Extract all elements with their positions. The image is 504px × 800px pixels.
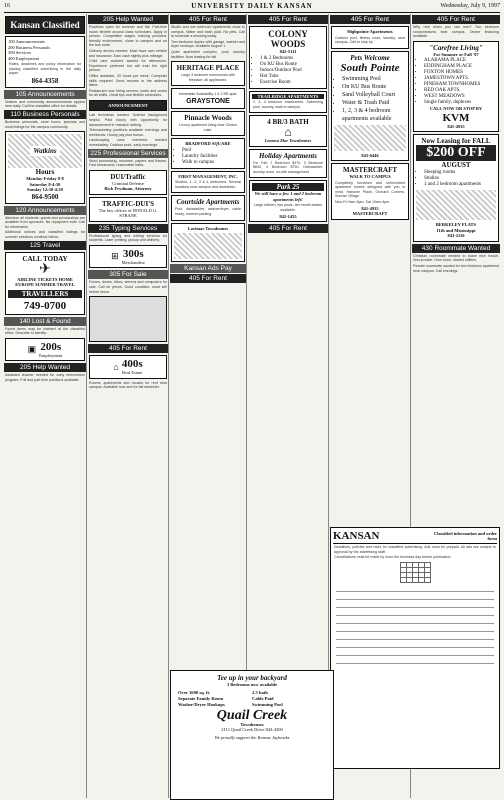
merchandise-number: 300s — [122, 247, 144, 260]
lorimar-ad — [171, 223, 245, 263]
form-subtitle: Classified information and order form — [433, 530, 497, 541]
section-header: 405 For Rent — [170, 274, 246, 283]
amenity-item: • Swimming Pool — [342, 75, 406, 83]
berkeley-address: 11th and Mississippi — [436, 227, 476, 233]
house-icon: ⌂ — [284, 125, 292, 140]
form-field[interactable] — [336, 609, 494, 616]
form-field[interactable] — [336, 641, 494, 648]
hours-title: Hours — [35, 168, 55, 177]
graystone-ad: Immediate Availability 1 & 2 BR apts. GRAYSTONE — [171, 88, 245, 109]
quail-feature: Separate Family Room — [178, 695, 224, 701]
kvm-logo: KVM — [442, 111, 470, 124]
trailridge-ad: TRAILRIDGE APARTMENTS 2, 3, 4 bedroom townhomes. Swimming pool, laundry, walk to campus. — [249, 91, 327, 114]
section-header: 205 Help Wanted — [88, 15, 168, 24]
travel-ad — [5, 252, 85, 315]
travellers-logo: TRAVELLERS — [8, 290, 82, 298]
leanna-title: Leanna Mar Townhomes — [264, 138, 312, 144]
amenity-item: • Water & Trash Paid — [342, 99, 406, 107]
quail-feature: 2.5 bath — [252, 689, 268, 695]
heritage-title: HERITAGE PLACE — [176, 64, 240, 73]
form-field[interactable] — [336, 657, 494, 664]
quail-feature: Washer/Dryer Hookups — [178, 701, 225, 707]
highpointe-ad: Highpointe Apartments Outdoor pool, fitness room, laundry, near campus. Call or stop by. — [331, 26, 409, 49]
europe-travel: EUROPE SUMMER TRAVEL — [15, 282, 75, 288]
colony-title: COLONY WOODS — [268, 29, 308, 49]
call-now: CALL NOW OR STOP BY — [429, 106, 483, 112]
now-leasing: Now Leasing for FALL — [421, 137, 491, 146]
pinnacle-title: Pinnacle Woods — [184, 113, 232, 122]
quail-logo: Quail Creek — [216, 707, 288, 723]
classified-banner — [5, 16, 85, 34]
southpointe-phone: 843-6446 — [361, 152, 379, 158]
feature-item: • Indoor/Outdoor Pool — [260, 68, 324, 74]
announcement-box — [89, 100, 167, 112]
carefree-title: "Carefree Living" — [429, 43, 483, 52]
park25-logo: Park 25 — [252, 183, 324, 191]
section-header: 305 For Sale — [88, 270, 168, 279]
index-item: 200 Business Personals — [8, 44, 51, 50]
section-header: 405 For Rent — [170, 15, 246, 24]
column-2: 205 Help Wanted Positions open for summer and fall. Part-time hours flexible around class schedules. Apply in person. Competitive wages, training provided, friendly environment, close to campus and on the bus route. Delivery drivers needed. Must have own vehicle and insurance. Earn cash nightly plus mileage. Child care workers wanted for afternoons. Experience preferred but will train the right person. Office assistant, 20 hours per week. Computer skills required. Send resume to the address listed. Restaurant now hiring servers, hosts and cooks for all shifts. Great tips and flexible schedules. ANNOUNCEMENT Lab technician wanted. Science background helpful. Paid hourly with opportunity for advancement in research setting. Telemarketing positions available evenings and weekends. Hourly pay plus bonus. Landscaping crew members needed immediately. Outdoor work, early mornings. 225 Professional Services Word processing, resumes, papers and theses. Fast turnaround, reasonable rates. DUI/Traffic Criminal Defense Rick Frydman, Attorney TRAFFIC-DUI'S The law offices of DONALD G. STRANE 235 Typing Services Professional typing and editing services for students. Laser printing, pickup and delivery. ⊞ 300s Merchandise 305 For Sale Futons, desks, bikes, stereos and computers for sale. Call for prices. Good condition, must sell before move. 405 For Rent ⌂ 400s Real Estate Rooms, apartments and houses for rent near campus. Available now and for fall semester. — [88, 14, 169, 798]
discount: $200 OFF — [416, 145, 496, 161]
park25-headline: We still have a few 1 and 2 bedroom apartments left! — [254, 191, 322, 202]
publication-title: UNIVERSITY DAILY KANSAN — [191, 2, 313, 10]
carefree-subtitle: For Summer or Fall '97 — [433, 51, 479, 57]
realestate-section-box — [89, 355, 167, 379]
quail-address: 2111 Quail Creek Drive 843-4300 — [221, 727, 283, 732]
feature-item: • 1 & 2 Bedrooms — [260, 56, 324, 62]
page-number: 16 — [4, 3, 10, 9]
tee-subtitle: 3 Bedrooms now available — [226, 682, 278, 687]
park25-phone: 842-1455 — [279, 213, 297, 219]
southpointe-logo: South Pointe — [340, 61, 400, 74]
kvm-phone: 841-4935 — [447, 123, 465, 129]
store-phone: 864-9500 — [31, 192, 59, 201]
august: AUGUST — [441, 161, 471, 170]
form-field[interactable] — [336, 625, 494, 632]
graystone-title: GRAYSTONE — [186, 97, 230, 105]
column-1: Kansan Classified 100 Announcements 200 Business Personals 300 Services 400 Employment Rates, deadlines and policy information for placing classified advertising in the daily paper. 864-4358 105 Announcements Notices and community announcements appear here daily. Call the classified office for details. 110 Business Personals Business personals, store hours, specials and local listings for the campus community. Watkins Hours Monday-Friday 8-8 Saturday 8-4:30 Sunday 12:30-4:30 864-9500 120 Announcements Attention all students: grants and scholarships are available from sponsors. No repayment ever. Call for information. Additional notices and classified listings for summer sessions continue below. 125 Travel CALL TODAY ✈ AIRLINE TICKETS HOME EUROPE SUMMER TRAVEL TRAVELLERS 749-0700 140 Lost & Found Found items may be claimed at the classified office. Describe to identify. ▣ 200s Employment 205 Help Wanted Assistant teacher needed for early intervention program. Full and part time positions available. — [4, 14, 87, 798]
form-field[interactable] — [336, 617, 494, 624]
feature-item: • Hot Tubs — [260, 74, 324, 80]
amenity-item: • Sand Volleyball Court — [342, 91, 406, 99]
form-field[interactable] — [336, 633, 494, 640]
form-field[interactable] — [336, 585, 494, 592]
property-item: • FOXTON HOMES — [424, 70, 496, 76]
airplane-icon: ✈ — [39, 261, 51, 277]
kvm-ad — [413, 41, 499, 133]
four-br-ad — [249, 115, 327, 147]
first-management-title: FIRST MANAGEMENT, INC. — [178, 173, 238, 179]
employment-number: 200s — [40, 340, 62, 353]
index-item: 300 Services — [8, 50, 32, 55]
property-item: • EDDINGHAM PLACE — [424, 64, 496, 70]
holiday-title: Holiday Apartments — [259, 151, 317, 160]
property-item: • RED OAK APTS. — [424, 88, 496, 94]
section-header: 225 Professional Services — [88, 149, 168, 158]
quail-feature: Over 1600 sq. ft. — [178, 689, 211, 695]
property-item: • Single family, duplexes — [424, 100, 496, 106]
amenity-item: • 1, 2, 3 & 4 bedroom apartments available — [342, 107, 406, 123]
form-field[interactable] — [336, 649, 494, 656]
rate-table — [400, 562, 431, 583]
property-item: • PINEHAM TOWNHOMES — [424, 82, 496, 88]
feature-item: • Exercise Room — [260, 80, 324, 86]
walk-to-campus: WALK TO CAMPUS — [349, 174, 391, 180]
classified-title: Kansan Classified — [10, 20, 80, 30]
hours-line: Sunday 12:30-4:30 — [27, 187, 63, 193]
first-management-ad: FIRST MANAGEMENT, INC. Studios, 1, 2, 3 & 4 bedrooms. Several locations near campus and downtown. — [171, 171, 245, 194]
traffic-title: TRAFFIC-DUI'S — [101, 199, 155, 208]
section-header: 235 Typing Services — [88, 224, 168, 233]
section-header: 405 For Rent — [412, 15, 500, 24]
call-today: CALL TODAY — [22, 254, 68, 263]
section-header: 405 For Rent — [88, 344, 168, 353]
holiday-ad: Holiday Apartments For Fall: 2 Bedroom $470, 3 Bedroom $630, 4 Bedroom $750. Dishwasher, laundry room, on-site management. — [249, 149, 327, 179]
traffic-ad — [89, 197, 167, 222]
dui-title: DUI/Traffic — [110, 172, 146, 181]
section-header: 125 Travel — [4, 241, 86, 250]
airline-tickets: AIRLINE TICKETS HOME — [17, 276, 73, 282]
mastercraft-title: MASTERCRAFT — [342, 166, 398, 175]
amenity-item: • On KU Bus Route — [342, 83, 406, 91]
park25-ad: Park 25 We still have a few 1 and 2 bedroom apartments left! Large kitchen, two pools, ten month leases available. 842-1455 — [249, 180, 327, 222]
index-item: 400 Employment — [8, 55, 40, 61]
cart-icon: ⊞ — [111, 251, 119, 262]
berkeley-ad: Now Leasing for FALL $200 OFF AUGUST • Sleeping rooms • Studios • 1 and 2 bedroom apartments BERKELEY FLATS 11th and Mississippi 843-2116 — [413, 134, 499, 242]
classified-phone: 864-4358 — [31, 76, 59, 85]
feature-item: • On KU Bus Route — [260, 62, 324, 68]
briefcase-icon: ▣ — [27, 344, 37, 355]
hours-line: Saturday 8-4:30 — [29, 181, 61, 187]
quail-creek-ad — [170, 670, 334, 800]
lorimar-title: Lorimar Townhomes — [187, 225, 229, 231]
traffic-subtitle: The law offices of DONALD G. STRANE — [98, 207, 158, 219]
section-header: 205 Help Wanted — [4, 363, 86, 372]
mastercraft-footer: MASTERCRAFT — [352, 211, 388, 217]
classified-index: 100 Announcements 200 Business Personals 300 Services 400 Employment Rates, deadlines and policy information for placing classified advertising in the daily paper. 864-4358 — [5, 36, 85, 88]
watkins-ad — [5, 131, 85, 204]
dui-subtitle: Criminal Defense — [112, 180, 144, 186]
pinnacle-ad: Pinnacle Woods Luxury apartment living near Clinton Lake. — [171, 111, 245, 136]
property-item: • WEST MEADOWS — [424, 94, 496, 100]
heritage-place-ad: HERITAGE PLACE Large 3 bedroom townhomes with fireplace, all appliances. — [171, 61, 245, 86]
section-header: 120 Announcements — [4, 206, 86, 215]
hours-line: Monday-Friday 8-8 — [26, 176, 64, 182]
kansan-ads-pay: Kansan Ads Pay — [170, 264, 246, 273]
berkeley-title: BERKELEY FLATS — [435, 222, 477, 228]
employment-section-box — [5, 338, 85, 362]
section-header: 405 For Rent — [248, 15, 328, 24]
section-header: 110 Business Personals — [4, 110, 86, 119]
four-br-title: 4 BR/3 BATH — [267, 118, 309, 127]
trailridge-title: TRAILRIDGE APARTMENTS — [252, 94, 324, 100]
mastercraft-ad: MASTERCRAFT WALK TO CAMPUS Completely furnished and unfurnished apartment homes designed with you in mind. Hanover Place, Orchard Corners, Sunrise Village. Mon-Fri 9am-5pm, Sat 10am-4pm. 841-4935 MASTERCRAFT — [331, 163, 409, 219]
building-sale-ad — [89, 296, 167, 342]
realestate-number: 400s — [121, 358, 143, 371]
property-item: • ALABAMA PLACE — [424, 58, 496, 64]
section-header: 405 For Rent — [330, 15, 410, 24]
bradford-ad: BRADFORD SQUARE • Pool • Laundry facilities • Walk to campus — [171, 138, 245, 169]
column-6: 405 For Rent Why rent when you can own? Two bedroom condominiums near campus. Owner financing available. "Carefree Living" For Summer or Fall '97 • ALABAMA PLACE • EDDINGHAM PLACE • FOXTON HOMES • JAMESTOWN APTS. • PINEHAM TOWNHOMES • RED OAK APTS. • WEST MEADOWS • Single family, duplexes CALL NOW OR STOP BY KVM 841-4935 Now Leasing for FALL $200 OFF AUGUST • Sleeping rooms • Studios • 1 and 2 bedroom apartments BERKELEY FLATS 11th and Mississippi 843-2116 430 Roommate Wanted Christian roommate needed to share nice house. Non-smoker. Own room, shared utilities. Female roommate wanted for two bedroom apartment near campus. Call evenings. — [412, 14, 500, 798]
mastercraft-phone: 841-4935 — [361, 205, 379, 211]
section-header: 140 Lost & Found — [4, 317, 86, 326]
quail-feature: Swimming Pool — [252, 701, 283, 707]
quail-subtitle: Townhouses — [240, 721, 264, 727]
merchandise-label: Merchandise — [121, 259, 145, 265]
section-header: 405 For Rent — [248, 224, 328, 233]
highpointe-title: Highpointe Apartments — [347, 29, 393, 34]
quail-feature: Cable Paid — [252, 695, 274, 701]
tee-title: Tee up in your backyard — [217, 674, 287, 682]
form-field[interactable] — [336, 593, 494, 600]
employment-label: Employment — [39, 352, 63, 358]
colony-phone: 842-5111 — [279, 49, 297, 54]
section-header: 105 Announcements — [4, 90, 86, 99]
dui-ad — [89, 170, 167, 195]
quail-tagline: We proudly support the Kansas Jayhawks — [214, 734, 290, 740]
berkeley-phone: 843-2116 — [447, 233, 465, 239]
courtside-title: Courtside Apartments — [176, 198, 240, 207]
courtside-ad: Courtside Apartments Pool, dishwasher, washer/dryer, cable ready, covered parking. — [171, 195, 245, 220]
order-form: KANSAN Classified information and order form Deadlines, policies and rates for classified advertising. Ads must be prepaid. All ads are subject to approval by the advertising staff. Cancellations must be made by noon the business day before publication. — [330, 527, 500, 769]
house-icon: ⌂ — [113, 361, 119, 372]
form-field[interactable] — [336, 601, 494, 608]
colony-woods-ad — [249, 26, 327, 89]
column-3: 405 For Rent Studio and one bedroom apartments close to campus. Water and trash paid. No pets. Call to schedule a showing today. Two bedroom duplex with garage, washer and dryer hookups. Available August 1. Quiet apartment complex, pool, laundry facilities. Now leasing for fall. HERITAGE PLACE Large 3 bedroom townhomes with fireplace, all appliances. Immediate Availability 1 & 2 BR apts. GRAYSTONE Pinnacle Woods Luxury apartment living near Clinton Lake. BRADFORD SQUARE • Pool • Laundry facilities • Walk to campus FIRST MANAGEMENT, INC. Studios, 1, 2, 3 & 4 bedrooms. Several locations near campus and downtown. Courtside Apartments Pool, dishwasher, washer/dryer, cable ready, covered parking. Lorimar Townhomes Kansan Ads Pay 405 For Rent — [170, 14, 247, 798]
property-item: • JAMESTOWN APTS. — [424, 76, 496, 82]
announcement-title: ANNOUNCEMENT — [108, 102, 148, 108]
bradford-title: BRADFORD SQUARE — [185, 141, 231, 147]
watkins-logo: Watkins — [30, 146, 59, 156]
agency-phone: 749-0700 — [23, 299, 67, 312]
issue-date: Wednesday, July 9, 1997 — [440, 3, 500, 9]
section-header: 430 Roommate Wanted — [412, 244, 500, 253]
attorney-name: Rick Frydman, Attorney — [104, 186, 152, 192]
pets-welcome: Pets Welcome — [350, 53, 390, 62]
form-title: KANSAN — [333, 530, 380, 542]
index-item: 100 Announcements — [8, 39, 45, 44]
masthead — [4, 2, 500, 13]
southpointe-ad — [331, 51, 409, 162]
merchandise-section-box — [89, 245, 167, 269]
realestate-label: Real Estate — [122, 370, 143, 376]
